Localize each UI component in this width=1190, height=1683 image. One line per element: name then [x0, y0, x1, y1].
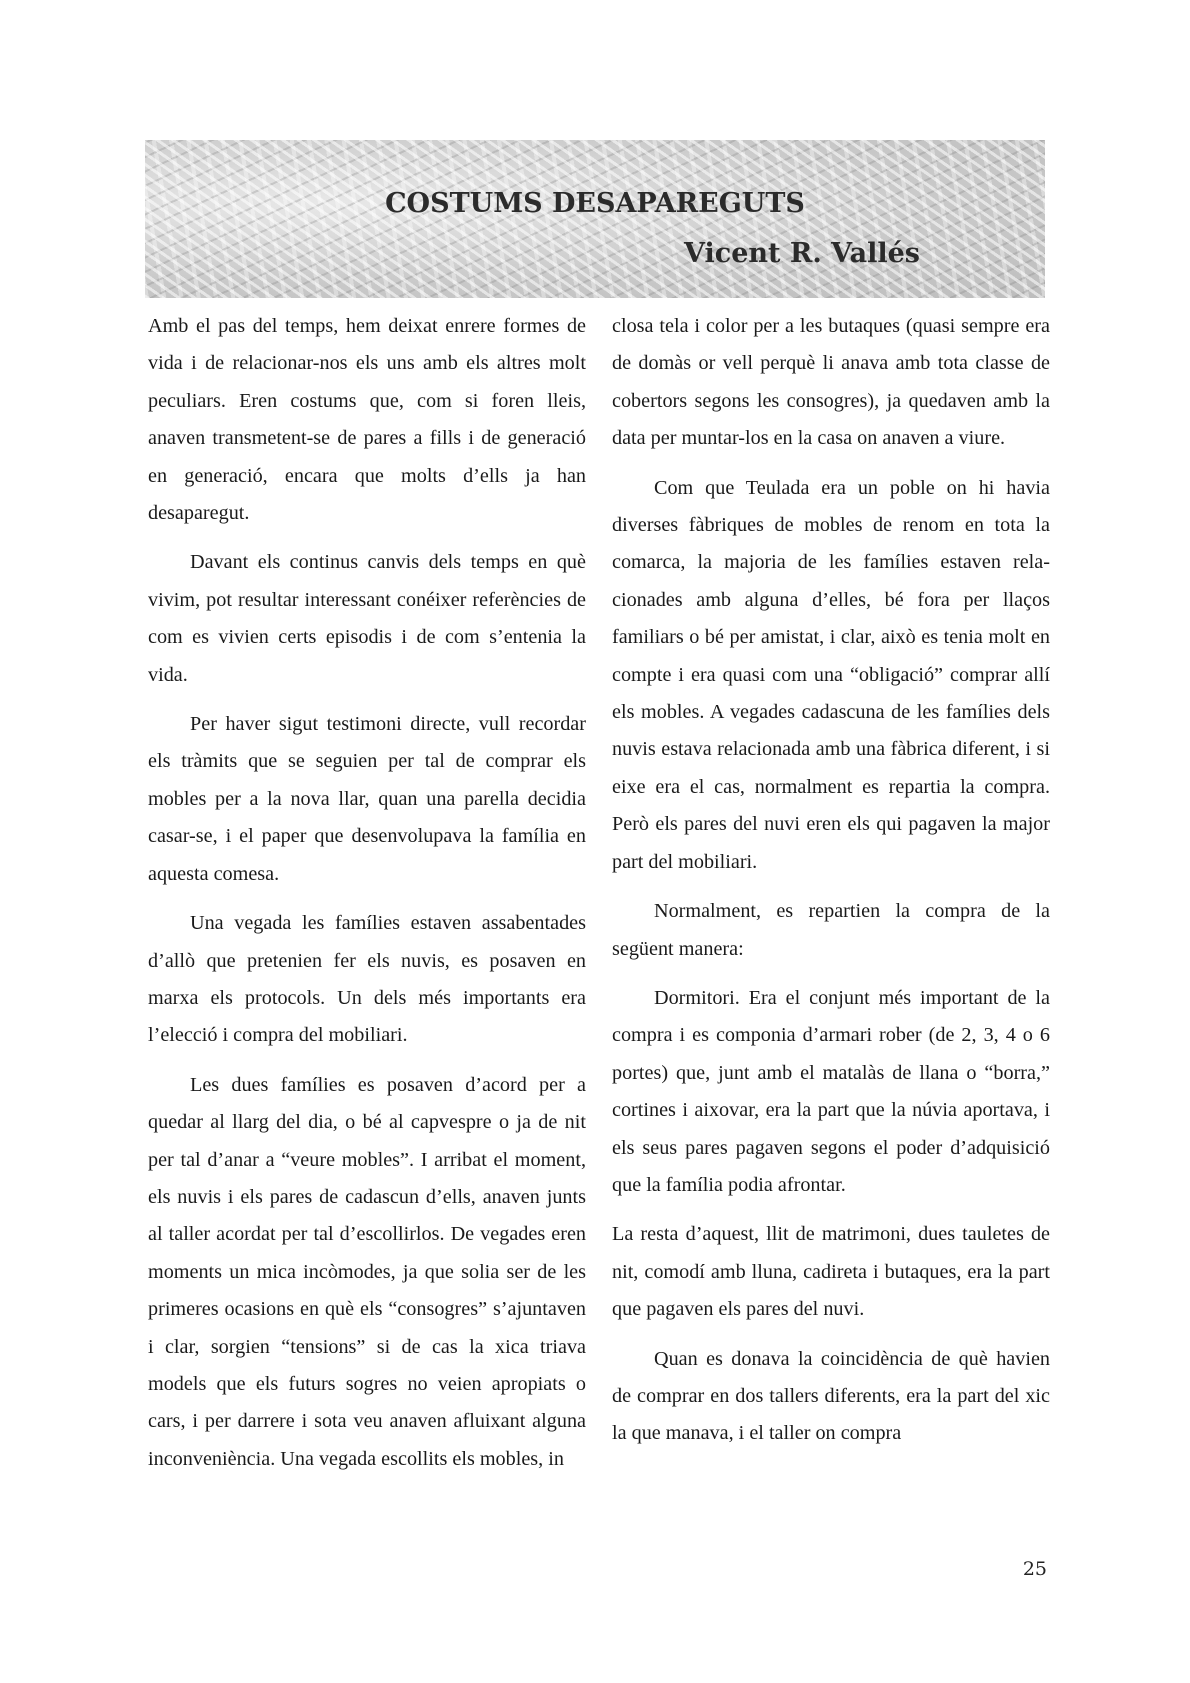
left-column [148, 308, 586, 1490]
right-column [612, 308, 1050, 1465]
article-title: COSTUMS DESAPAREGUTS [385, 188, 805, 219]
paragraph: Normalment, es repartien la compra de la següent manera: [612, 900, 1050, 960]
article-author: Vicent R. Vallés [684, 238, 920, 269]
paragraph: Una vegada les famílies estaven assabentades d’allò que pretenien fer els nuvis, es posaven en marxa els protocols. Un dels més importants era l’elecció i compra del mobiliari. [148, 912, 586, 1047]
page-number: 25 [1022, 1558, 1047, 1580]
paragraph: Les dues famílies es posaven d’acord per a quedar al llarg del dia, o bé al capvespre o ja de nit per tal d’anar a “veure mobles”. I arribat el moment, els nuvis i els pares de cadascun d’ells, anaven junts al taller acordat per tal d’escollirlos. De vegades eren moments un mica incòmodes, ja que solia ser de les primeres ocasions en què els “consogres” s’ajuntaven i clar, sorgien “tensions” si de cas la xica triava models que els futurs sogres no veien apropiats o cars, i per darrere i sota veu anaven afluixant alguna inconveniència. Una vegada escollits els mobles, in [148, 1073, 586, 1470]
paragraph: Davant els continus canvis dels temps en què vivim, pot resultar interessant conéixer referències de com es vivien certs episodis i de com s’entenia la vida. [148, 551, 586, 686]
paragraph: Per haver sigut testimoni directe, vull recordar els tràmits que se seguien per tal de comprar els mobles per a la nova llar, quan una parella decidia casar-se, i el paper que desenvolupava la família en aquesta comesa. [148, 713, 586, 885]
header-banner [145, 140, 1045, 298]
paragraph: Amb el pas del temps, hem deixat enrere formes de vida i de relacionar-nos els uns amb els altres molt peculiars. Eren costums que, com si foren lleis, anaven transmetent-se de pares a fills i de generació en generació, encara que molts d’ells ja han desaparegut. [148, 315, 586, 525]
paragraph: Com que Teulada era un poble on hi havia diverses fàbriques de mobles de renom en tota la comarca, la majoria de les famílies estaven relacionades amb alguna d’elles, bé fora per llaços familiars o bé per amistat, i clar, això es tenia molt en compte i era quasi com una “obligació” comprar allí els mobles. A vegades cadascuna de les famílies dels nuvis estava relacionada amb una fàbrica diferent, i si eixe era el cas, normalment es repartia la compra. Però els pares del nuvi eren els qui pagaven la major part del mobiliari. [612, 476, 1050, 873]
paragraph: Dormitori. Era el conjunt més important de la compra i es componia d’armari rober (de 2, 3, 4 o 6 portes) que, junt amb el matalàs de llana o “borra,” cortines i aixovar, era la part que la núvia aportava, i els seus pares pagaven segons el poder d’adquisició que la família podia afrontar. [612, 986, 1050, 1196]
paragraph: La resta d’aquest, llit de matrimoni, dues tauletes de nit, comodí amb lluna, cadireta i butaques, era la part que pagaven els pares del nuvi. [612, 1223, 1050, 1321]
paragraph: Quan es donava la coincidència de què havien de comprar en dos tallers diferents, era la part del xic la que manava, i el taller on compra [612, 1347, 1050, 1445]
paragraph: closa tela i color per a les butaques (quasi sempre era de domàs or vell perquè li anava amb tota classe de cobertors segons les consogres), ja quedaven amb la data per muntar-los en la casa on anaven a viure. [612, 315, 1050, 450]
